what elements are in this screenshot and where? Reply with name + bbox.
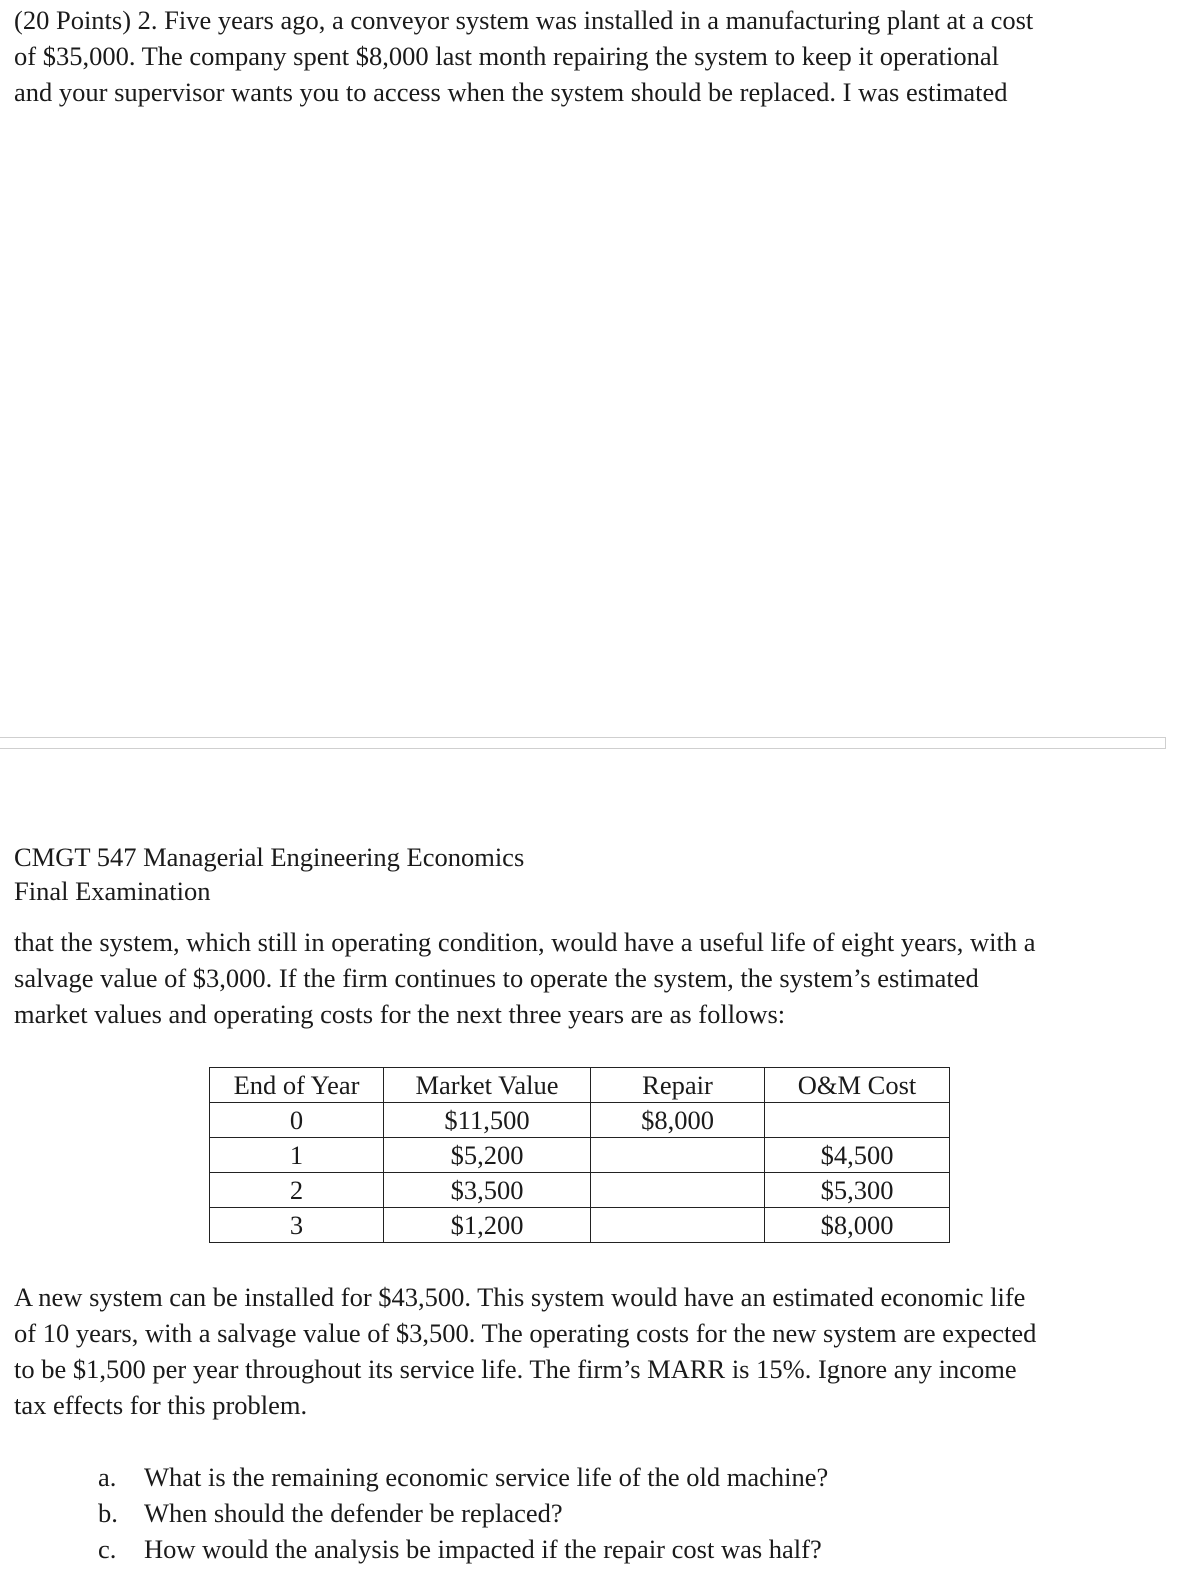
course-title: CMGT 547 Managerial Engineering Economics xyxy=(14,842,525,872)
intro-line: of $35,000. The company spent $8,000 last month repairing the system to keep it operational xyxy=(14,41,999,71)
question-text: How would the analysis be impacted if the repair cost was half? xyxy=(144,1534,822,1564)
question-item xyxy=(98,1531,828,1567)
question-text: What is the remaining economic service life of the old machine? xyxy=(144,1462,829,1492)
table-cell: 1 xyxy=(210,1138,384,1173)
table-cell: 2 xyxy=(210,1173,384,1208)
new-system-line: A new system can be installed for $43,500. This system would have an estimated economic life xyxy=(14,1282,1026,1312)
new-system-paragraph xyxy=(14,1279,1154,1423)
table-cell: $4,500 xyxy=(765,1138,950,1173)
question-text: When should the defender be replaced? xyxy=(144,1498,563,1528)
question-label: c. xyxy=(98,1534,117,1564)
page-separator xyxy=(0,737,1166,749)
question-label: b. xyxy=(98,1498,118,1528)
table-row xyxy=(210,1138,950,1173)
table-cell: 0 xyxy=(210,1103,384,1138)
new-system-line: tax effects for this problem. xyxy=(14,1390,308,1420)
header-end-of-year: End of Year xyxy=(210,1068,384,1103)
table-cell: $5,300 xyxy=(765,1173,950,1208)
new-system-line: of 10 years, with a salvage value of $3,500. The operating costs for the new system are expected xyxy=(14,1318,1037,1348)
continuation-line: that the system, which still in operating condition, would have a useful life of eight years, with a xyxy=(14,927,1036,957)
exam-title: Final Examination xyxy=(14,876,211,906)
question-item xyxy=(98,1459,828,1495)
table-cell: $11,500 xyxy=(384,1103,591,1138)
continuation-line: market values and operating costs for the next three years are as follows: xyxy=(14,999,786,1029)
question-item xyxy=(98,1495,828,1531)
header-om-cost: O&M Cost xyxy=(765,1068,950,1103)
table-row xyxy=(210,1103,950,1138)
header-market-value: Market Value xyxy=(384,1068,591,1103)
table-cell xyxy=(591,1138,765,1173)
problem-intro xyxy=(14,2,1154,110)
table-cell: $1,200 xyxy=(384,1208,591,1243)
table-cell xyxy=(591,1208,765,1243)
table-cell: $8,000 xyxy=(765,1208,950,1243)
table-cell: $3,500 xyxy=(384,1173,591,1208)
table-header-row xyxy=(210,1068,950,1103)
table-cell: $8,000 xyxy=(591,1103,765,1138)
table-cell: $5,200 xyxy=(384,1138,591,1173)
table-cell: 3 xyxy=(210,1208,384,1243)
continuation-line: salvage value of $3,000. If the firm continues to operate the system, the system’s estimated xyxy=(14,963,979,993)
intro-line: and your supervisor wants you to access when the system should be replaced. I was estimated xyxy=(14,77,1008,107)
cost-table xyxy=(209,1067,950,1243)
table-cell xyxy=(591,1173,765,1208)
new-system-line: to be $1,500 per year throughout its service life. The firm’s MARR is 15%. Ignore any income xyxy=(14,1354,1017,1384)
table-row xyxy=(210,1208,950,1243)
intro-line: (20 Points) 2. Five years ago, a conveyor system was installed in a manufacturing plant at a cost xyxy=(14,5,1034,35)
header-repair: Repair xyxy=(591,1068,765,1103)
question-list xyxy=(98,1459,828,1567)
problem-continuation xyxy=(14,924,1154,1032)
question-label: a. xyxy=(98,1462,117,1492)
table-row xyxy=(210,1173,950,1208)
table-cell xyxy=(765,1103,950,1138)
page-header xyxy=(14,840,524,908)
